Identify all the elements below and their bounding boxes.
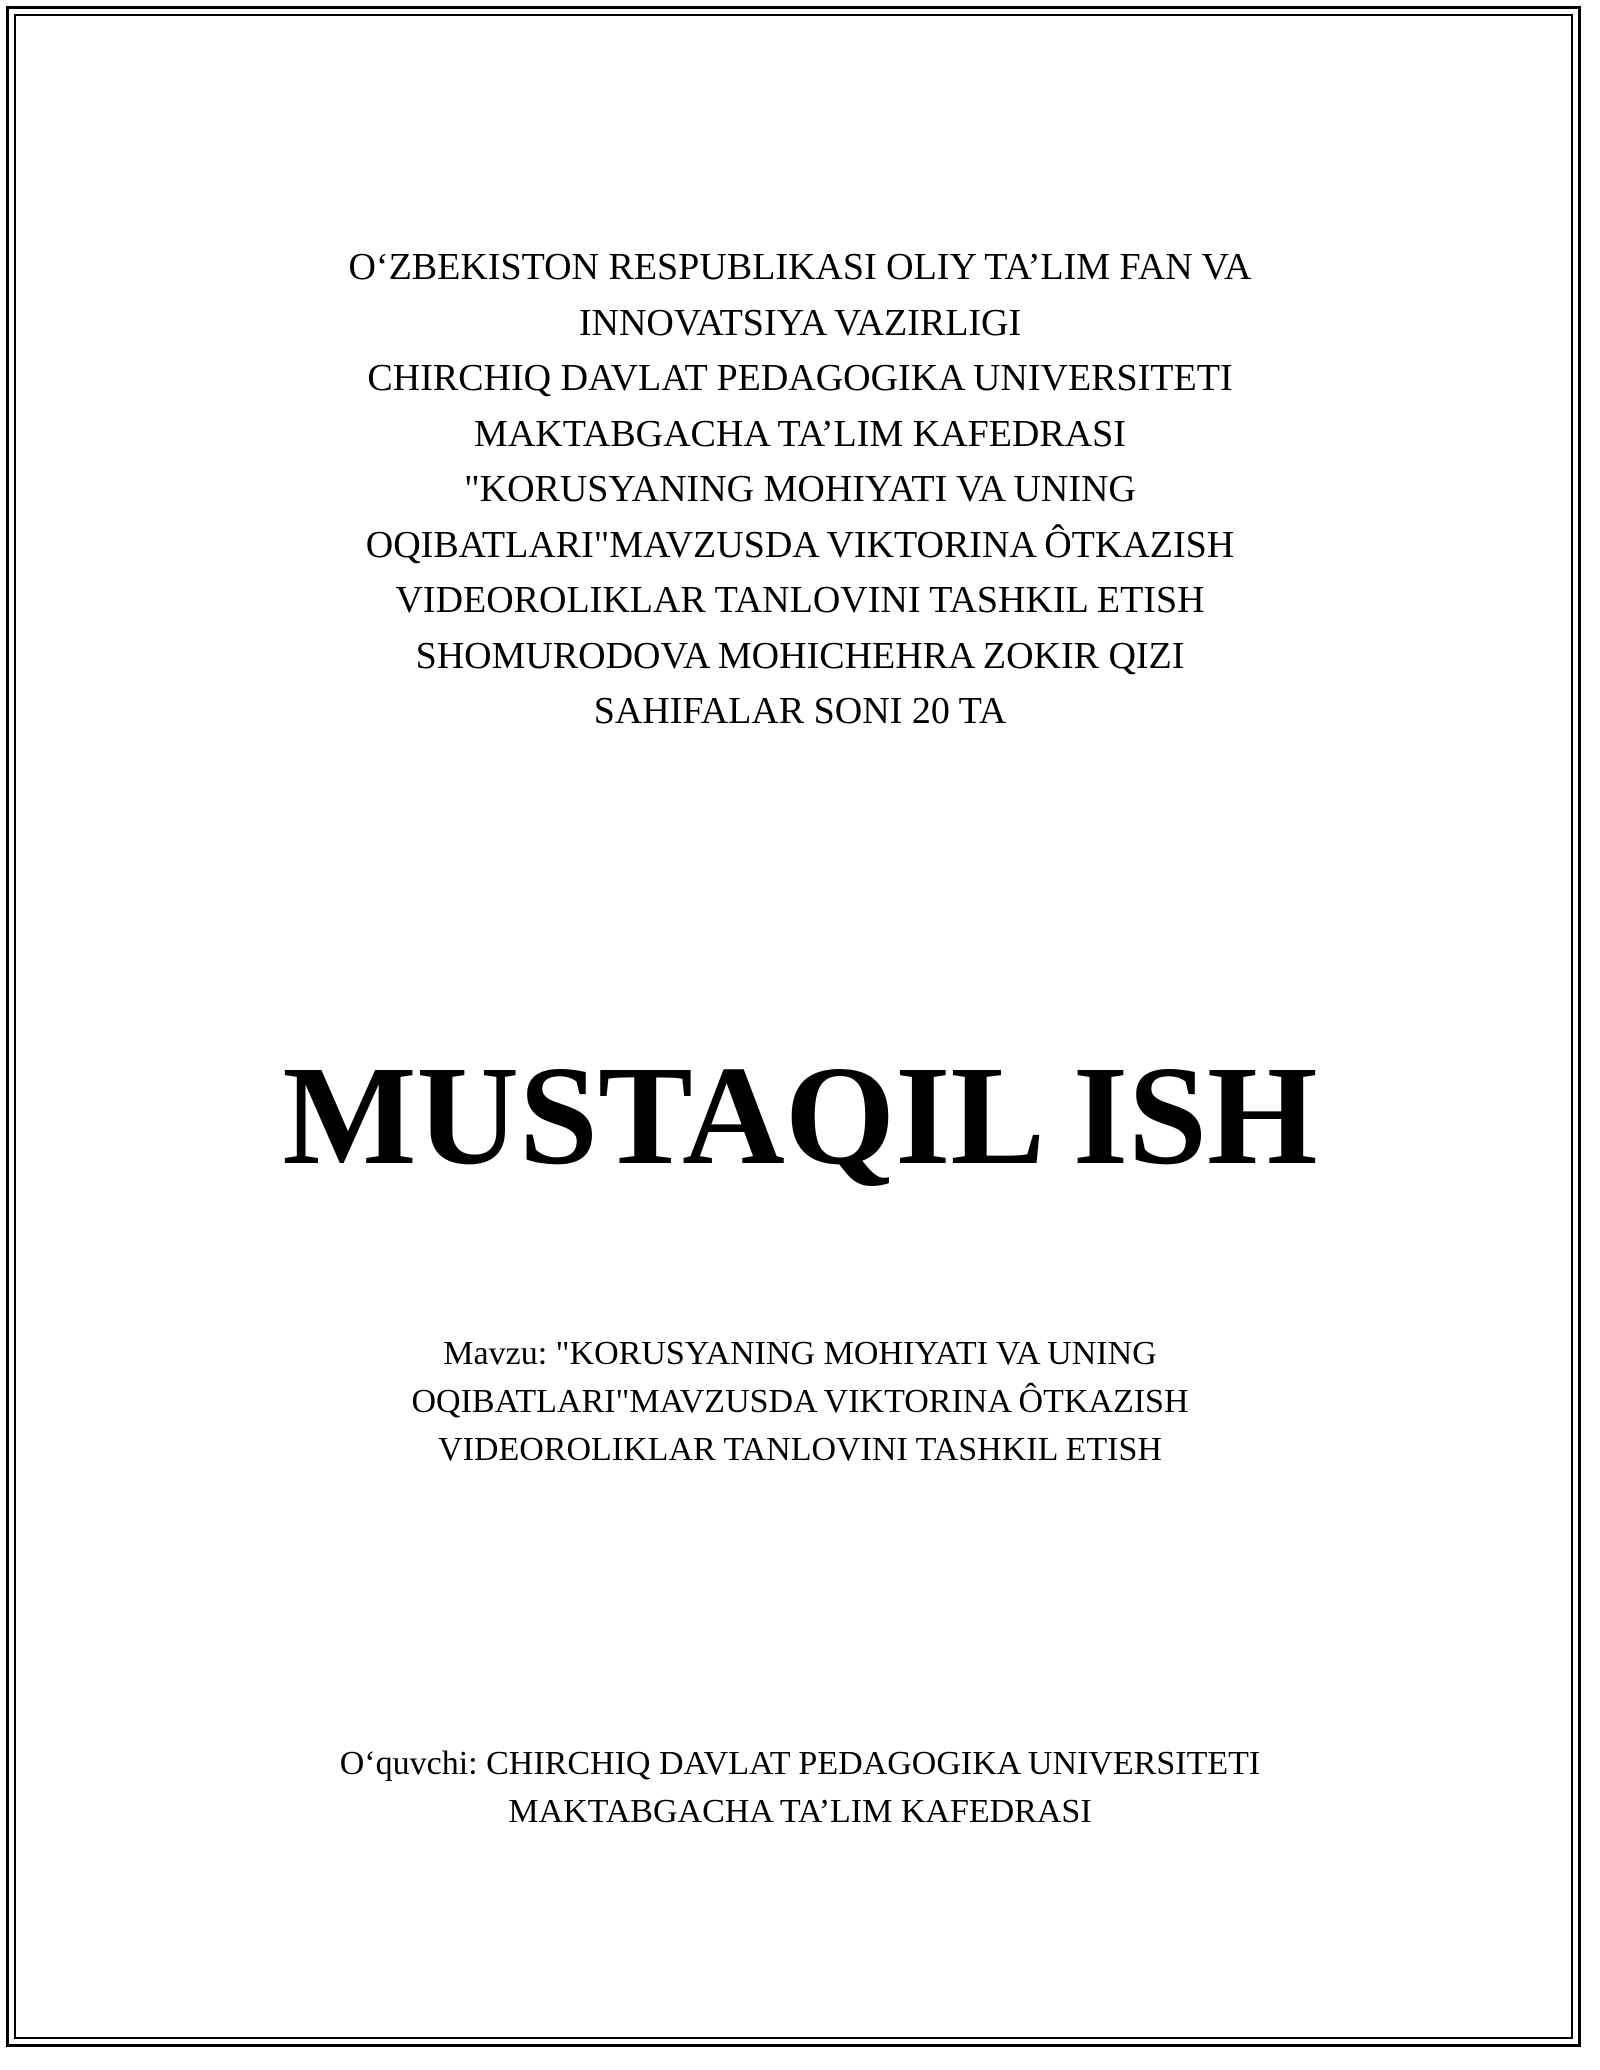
student-line: O‘quvchi: CHIRCHIQ DAVLAT PEDAGOGIKA UNIVERSITETI [339,1745,1261,1782]
header-line: INNOVATSIYA VAZIRLIGI [578,301,1022,344]
header-line: O‘ZBEKISTON RESPUBLIKASI OLIY TA’LIM FAN VA [348,246,1252,288]
header-line: CHIRCHIQ DAVLAT PEDAGOGIKA UNIVERSITETI [367,357,1233,399]
page-title: MUSTAQIL ISH [282,1036,1318,1194]
header-line: "KORUSYANING MOHIYATI VA UNING [464,468,1136,510]
student-block [150,1740,1450,1836]
header-line: OQIBATLARI"MAVZUSDA VIKTORINA ÔTKAZISH [365,523,1235,566]
topic-line: Mavzu: "KORUSYANING MOHIYATI VA UNING [443,1335,1157,1372]
header-line: VIDEOROLIKLAR TANLOVINI TASHKIL ETISH [395,579,1205,621]
header-line: MAKTABGACHA TA’LIM KAFEDRASI [474,412,1126,455]
student-line: MAKTABGACHA TA’LIM KAFEDRASI [508,1793,1092,1830]
institution-header [150,240,1450,740]
topic-line: OQIBATLARI"MAVZUSDA VIKTORINA ÔTKAZISH [411,1383,1189,1420]
topic-line: VIDEOROLIKLAR TANLOVINI TASHKIL ETISH [438,1431,1162,1468]
header-line: SHOMURODOVA MOHICHEHRA ZOKIR QIZI [415,634,1185,677]
header-line: SAHIFALAR SONI 20 TA [593,690,1007,732]
topic-block [150,1330,1450,1474]
